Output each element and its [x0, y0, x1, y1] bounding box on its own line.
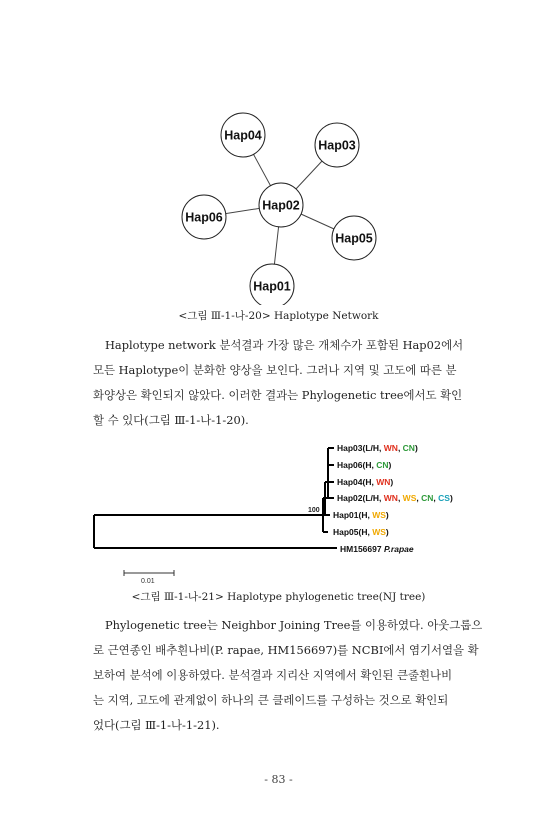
taxon-label: Hap03(L/H, WN, CN) — [337, 443, 418, 453]
taxon-label: Hap05(H, WS) — [333, 527, 389, 537]
paragraph-line: 로 근연종인 배추흰나비(P. rapae, HM156697)를 NCBI에서 염기서열을 확 — [93, 643, 479, 657]
paragraph-line: 화양상은 확인되지 않았다. 이러한 결과는 Phylogenetic tree에서도 확인 — [93, 388, 463, 402]
scale-bar-label: 0.01 — [141, 578, 155, 585]
outgroup-accession: HM156697 — [340, 544, 382, 554]
taxon-name: Hap02(L/H, — [337, 493, 384, 503]
node-label: Hap03 — [318, 138, 356, 153]
region-tag: CN — [402, 443, 415, 453]
bootstrap-value: 100 — [308, 507, 320, 514]
taxon-name: Hap05(H, — [333, 527, 373, 537]
region-tag: CN — [421, 493, 434, 503]
paragraph-line: Haplotype network 분석결과 가장 많은 개체수가 포함된 Hap02에서 — [105, 338, 464, 352]
taxon-label: Hap04(H, WN) — [337, 477, 394, 487]
outgroup-species: P.rapae — [383, 544, 414, 554]
paragraph-line: 보하여 분석에 이용하였다. 분석결과 지리산 지역에서 확인된 큰줄흰나비 — [93, 668, 453, 682]
taxon-label: Hap06(H, CN) — [337, 460, 392, 470]
paragraph-line: 모든 Haplotype이 분화한 양상을 보인다. 그러나 지역 및 고도에 따른 분 — [93, 363, 457, 377]
outgroup-label — [340, 544, 414, 554]
taxon-label: Hap02(L/H, WN, WS, CN, CS) — [337, 493, 453, 503]
page-number: - 83 - — [264, 773, 293, 786]
node-label: Hap04 — [224, 128, 262, 143]
region-tag: WS — [402, 493, 417, 503]
paragraph-line: 는 지역, 고도에 관계없이 하나의 큰 클레이드를 구성하는 것으로 확인되 — [93, 693, 449, 707]
node-label: Hap02 — [262, 198, 300, 213]
figure2-caption: <그림 Ⅲ-1-나-21> Haplotype phylogenetic tree(NJ tree) — [131, 591, 426, 603]
paragraph-line: 었다(그림 Ⅲ-1-나-1-21). — [93, 718, 220, 732]
region-tag: CS — [438, 493, 450, 503]
region-tag: CN — [376, 460, 389, 470]
region-tag: WN — [383, 493, 398, 503]
paragraph-line: Phylogenetic tree는 Neighbor Joining Tree를 이용하였다. 아웃그룹으 — [105, 618, 483, 632]
paragraph-2 — [93, 613, 483, 738]
haplotype-network-diagram — [0, 0, 557, 305]
taxon-label: Hap01(H, WS) — [333, 510, 389, 520]
taxon-name: Hap06(H, — [337, 460, 377, 470]
taxon-name: Hap03(L/H, — [337, 443, 384, 453]
node-label: Hap06 — [185, 210, 223, 225]
region-tag: WN — [383, 443, 398, 453]
paragraph-line: 할 수 있다(그림 Ⅲ-1-나-1-20). — [93, 413, 249, 427]
region-tag: WS — [372, 527, 386, 537]
region-tag: WN — [376, 477, 391, 487]
node-label: Hap01 — [253, 279, 291, 294]
phylogenetic-tree-diagram — [0, 435, 557, 585]
taxon-name: Hap04(H, — [337, 477, 377, 487]
paragraph-1 — [93, 333, 468, 433]
figure1-caption: <그림 Ⅲ-1-나-20> Haplotype Network — [178, 310, 379, 322]
region-tag: WS — [372, 510, 386, 520]
taxon-name: Hap01(H, — [333, 510, 373, 520]
node-label: Hap05 — [335, 231, 373, 246]
